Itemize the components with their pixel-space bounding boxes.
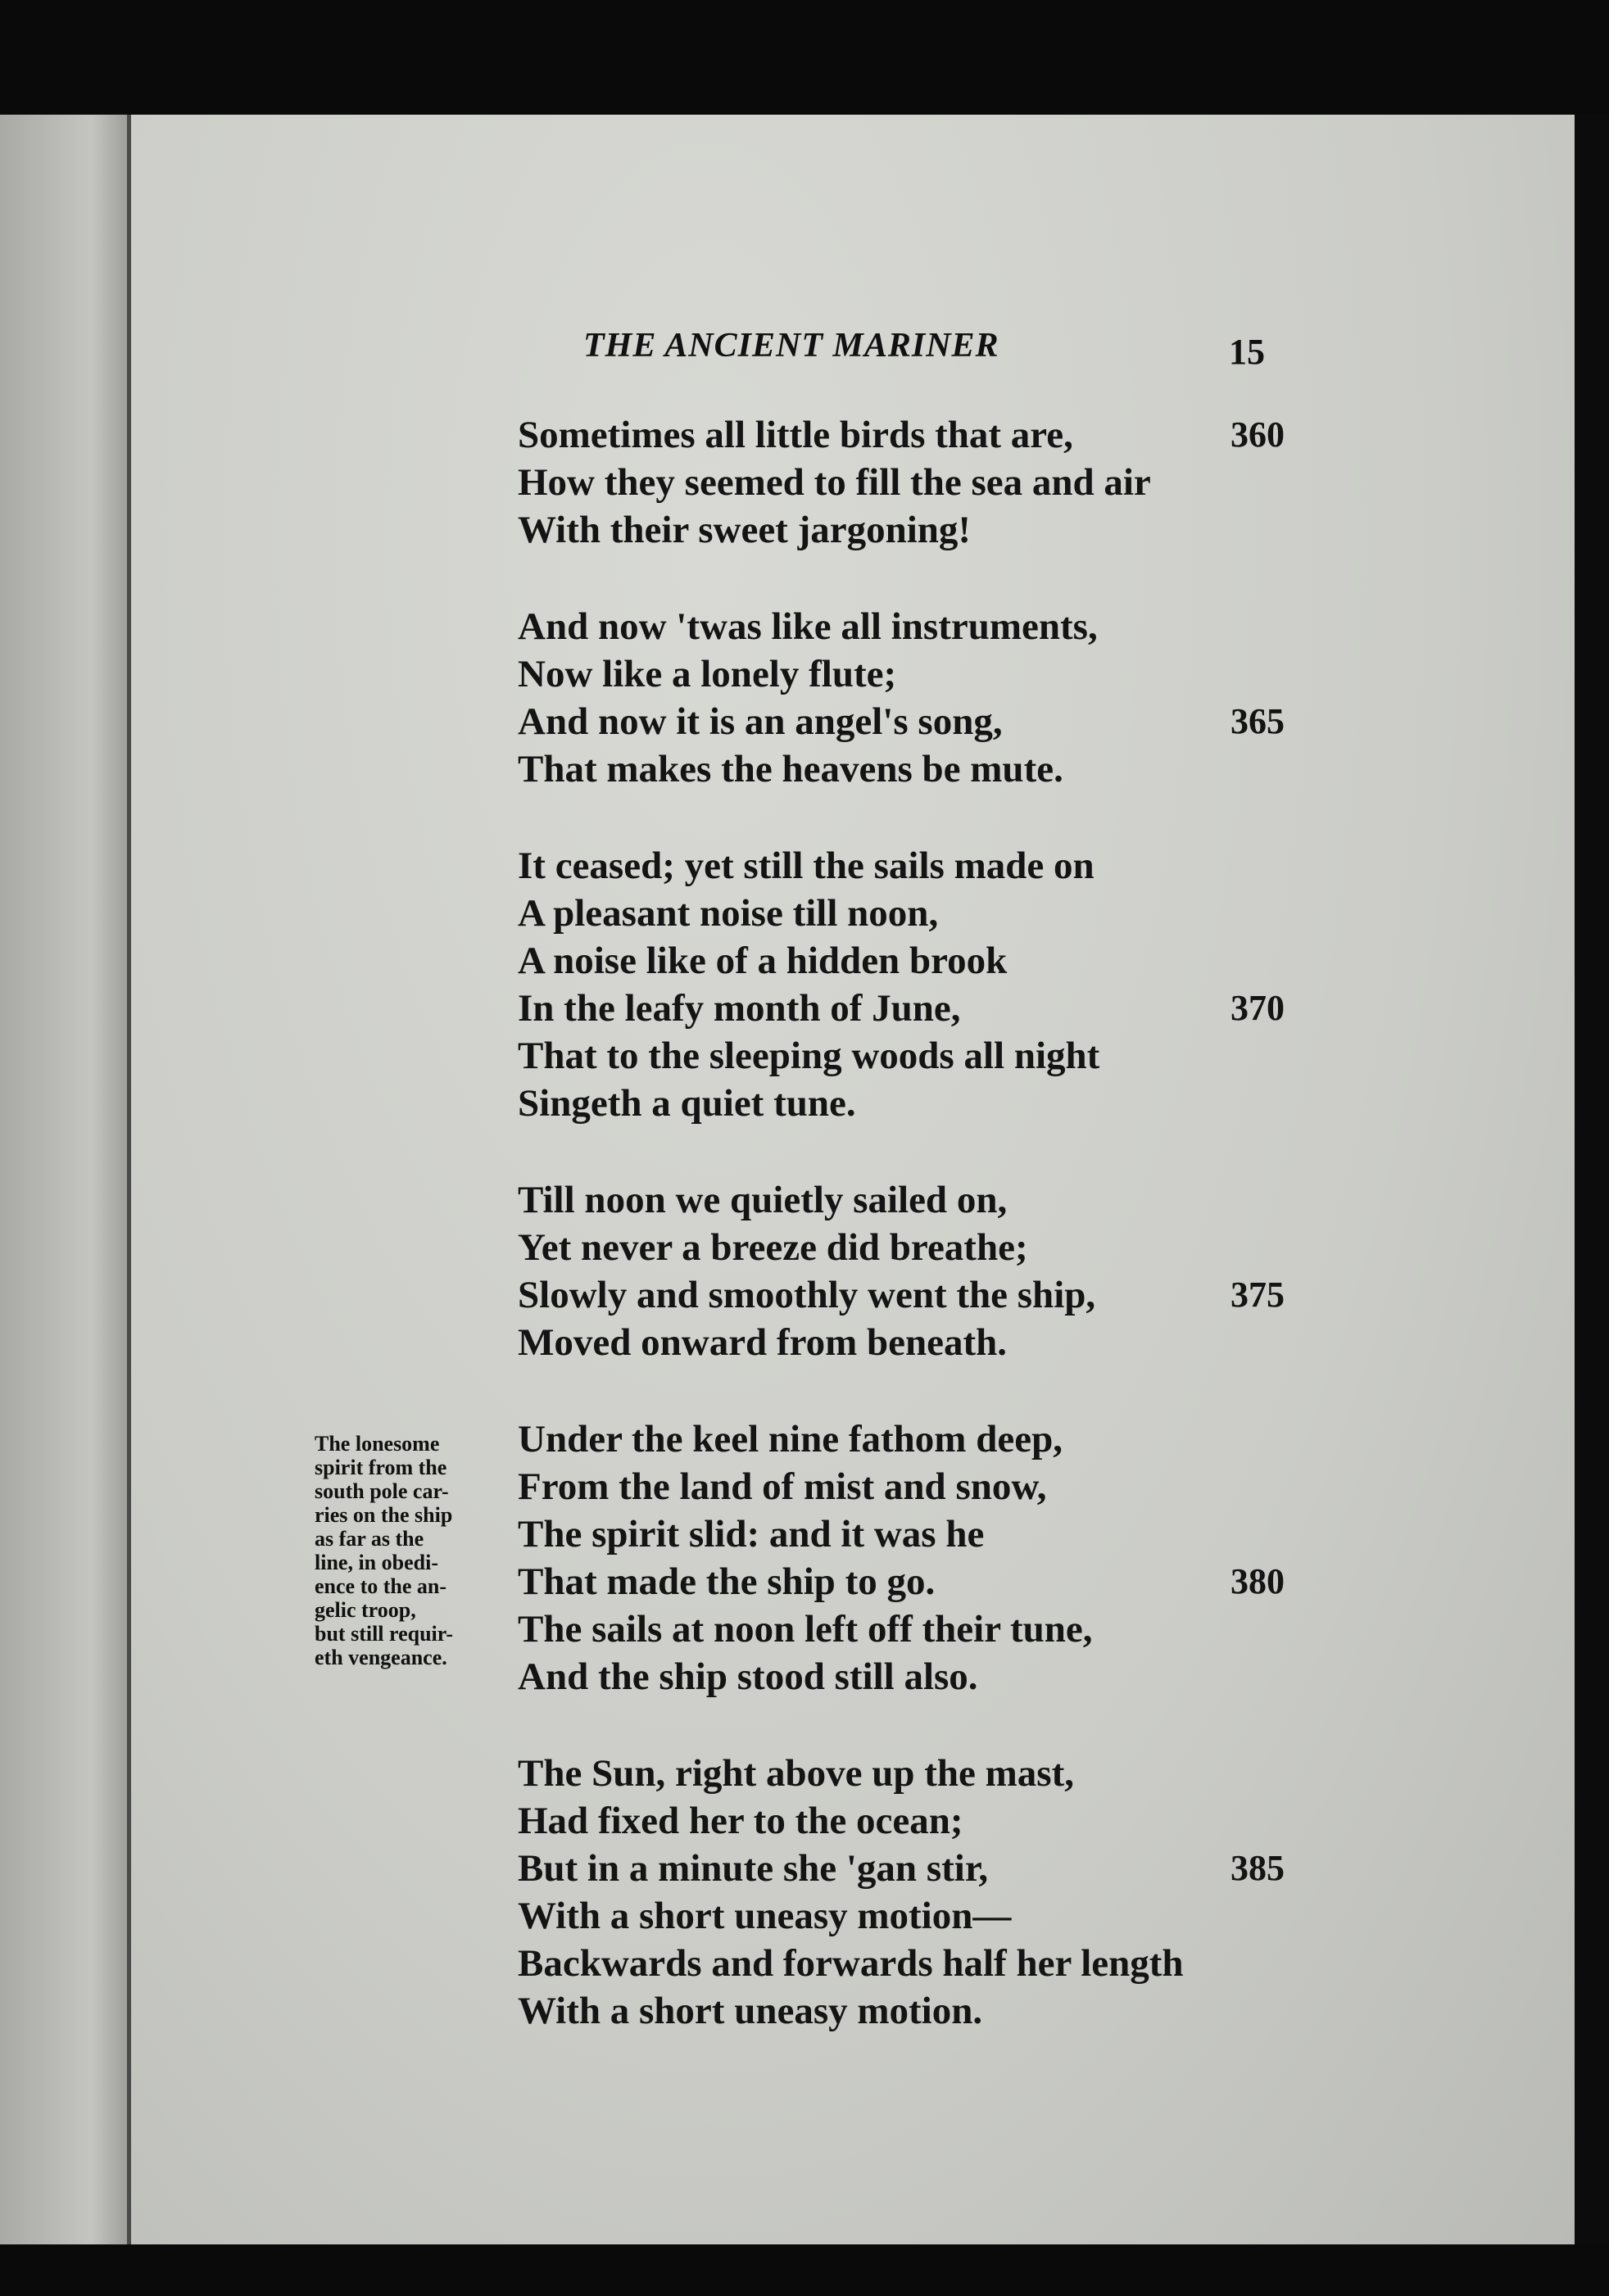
- poem-line: [518, 411, 1337, 459]
- poem-line: [518, 1319, 1337, 1366]
- line-number: 360: [1231, 414, 1285, 455]
- poem-line: [518, 1224, 1337, 1271]
- poem-line: [518, 459, 1337, 506]
- poem-line: [518, 1987, 1337, 2035]
- poem-line-text: But in a minute she 'gan stir,: [518, 1847, 989, 1890]
- stanza: [518, 1750, 1337, 2035]
- poem-line-text: Now like a lonely flute;: [518, 653, 897, 695]
- poem-line: [518, 842, 1337, 890]
- gloss-line: south pole car-: [315, 1479, 449, 1503]
- poem-line-text: Sometimes all little birds that are,: [518, 414, 1073, 456]
- poem-line-text: With a short uneasy motion—: [518, 1895, 1012, 1937]
- poem-line-text: Singeth a quiet tune.: [518, 1082, 856, 1125]
- line-number: 365: [1231, 701, 1285, 741]
- line-number: 370: [1231, 988, 1285, 1028]
- poem-line: [518, 1892, 1337, 1940]
- poem-line: [518, 890, 1337, 937]
- poem-line: [518, 1653, 1337, 1700]
- poem-body: [518, 411, 1337, 2084]
- poem-line: [518, 1940, 1337, 1987]
- line-number: 385: [1231, 1848, 1285, 1888]
- poem-line-text: How they seemed to fill the sea and air: [518, 461, 1151, 504]
- poem-line: [518, 1080, 1337, 1127]
- page-bottom-edge: [0, 2244, 1609, 2296]
- line-number: 375: [1231, 1275, 1285, 1315]
- poem-line: [518, 985, 1337, 1032]
- poem-line: [518, 1558, 1337, 1605]
- poem-line: [518, 745, 1337, 793]
- poem-line-text: With a short uneasy motion.: [518, 1990, 983, 2032]
- poem-line-text: That made the ship to go.: [518, 1560, 936, 1603]
- page-left-margin: [0, 115, 131, 2244]
- poem-line: [518, 1845, 1337, 1892]
- gloss-line: gelic troop,: [315, 1598, 416, 1622]
- gloss-line: but still requir-: [315, 1622, 454, 1646]
- poem-line: [518, 650, 1337, 698]
- poem-line-text: Backwards and forwards half her length: [518, 1942, 1184, 1985]
- poem-line-text: And the ship stood still also.: [518, 1655, 978, 1698]
- poem-line: [518, 1415, 1337, 1463]
- poem-line-text: The spirit slid: and it was he: [518, 1513, 985, 1556]
- poem-line: [518, 698, 1337, 745]
- poem-line: [518, 1463, 1337, 1510]
- poem-line-text: Yet never a breeze did breathe;: [518, 1226, 1028, 1269]
- stanza: [518, 603, 1337, 793]
- line-number: 380: [1231, 1561, 1285, 1601]
- poem-line: [518, 1510, 1337, 1558]
- poem-line-text: Slowly and smoothly went the ship,: [518, 1274, 1096, 1316]
- page-number: 15: [1229, 332, 1265, 372]
- poem-line-text: With their sweet jargoning!: [518, 509, 972, 551]
- marginal-gloss: [315, 1432, 511, 1669]
- poem-line-text: It ceased; yet still the sails made on: [518, 845, 1095, 887]
- stanza: [518, 411, 1337, 554]
- poem-line-text: Under the keel nine fathom deep,: [518, 1418, 1063, 1460]
- poem-line: [518, 1032, 1337, 1080]
- poem-line-text: And now 'twas like all instruments,: [518, 605, 1098, 648]
- poem-line: [518, 1797, 1337, 1845]
- gloss-line: ence to the an-: [315, 1574, 447, 1598]
- stanza: [518, 1176, 1337, 1366]
- poem-line: [518, 1176, 1337, 1224]
- poem-line-text: That to the sleeping woods all night: [518, 1035, 1100, 1077]
- poem-line: [518, 506, 1337, 554]
- poem-line: [518, 1605, 1337, 1653]
- page-right-edge: [1575, 115, 1609, 2244]
- gloss-line: spirit from the: [315, 1456, 447, 1479]
- poem-line-text: A pleasant noise till noon,: [518, 892, 939, 935]
- gloss-line: eth vengeance.: [315, 1646, 447, 1669]
- gloss-line: as far as the: [315, 1527, 424, 1551]
- poem-line-text: Moved onward from beneath.: [518, 1321, 1008, 1364]
- poem-line: [518, 937, 1337, 985]
- stanza: [518, 842, 1337, 1127]
- running-head-title: THE ANCIENT MARINER: [583, 327, 999, 365]
- poem-line-text: That makes the heavens be mute.: [518, 748, 1063, 790]
- poem-line-text: A noise like of a hidden brook: [518, 940, 1008, 982]
- poem-line-text: The Sun, right above up the mast,: [518, 1752, 1074, 1795]
- stanza: [518, 1415, 1337, 1700]
- poem-line-text: Till noon we quietly sailed on,: [518, 1179, 1008, 1221]
- poem-line: [518, 1750, 1337, 1797]
- poem-line: [518, 1271, 1337, 1319]
- poem-line-text: In the leafy month of June,: [518, 987, 961, 1030]
- poem-line-text: And now it is an angel's song,: [518, 700, 1003, 743]
- gloss-line: The lonesome: [315, 1432, 440, 1456]
- poem-line-text: The sails at noon left off their tune,: [518, 1608, 1093, 1651]
- gloss-line: ries on the ship: [315, 1503, 453, 1527]
- gloss-line: line, in obedi-: [315, 1551, 438, 1574]
- poem-line-text: Had fixed her to the ocean;: [518, 1800, 963, 1842]
- poem-line: [518, 603, 1337, 650]
- poem-line-text: From the land of mist and snow,: [518, 1465, 1047, 1508]
